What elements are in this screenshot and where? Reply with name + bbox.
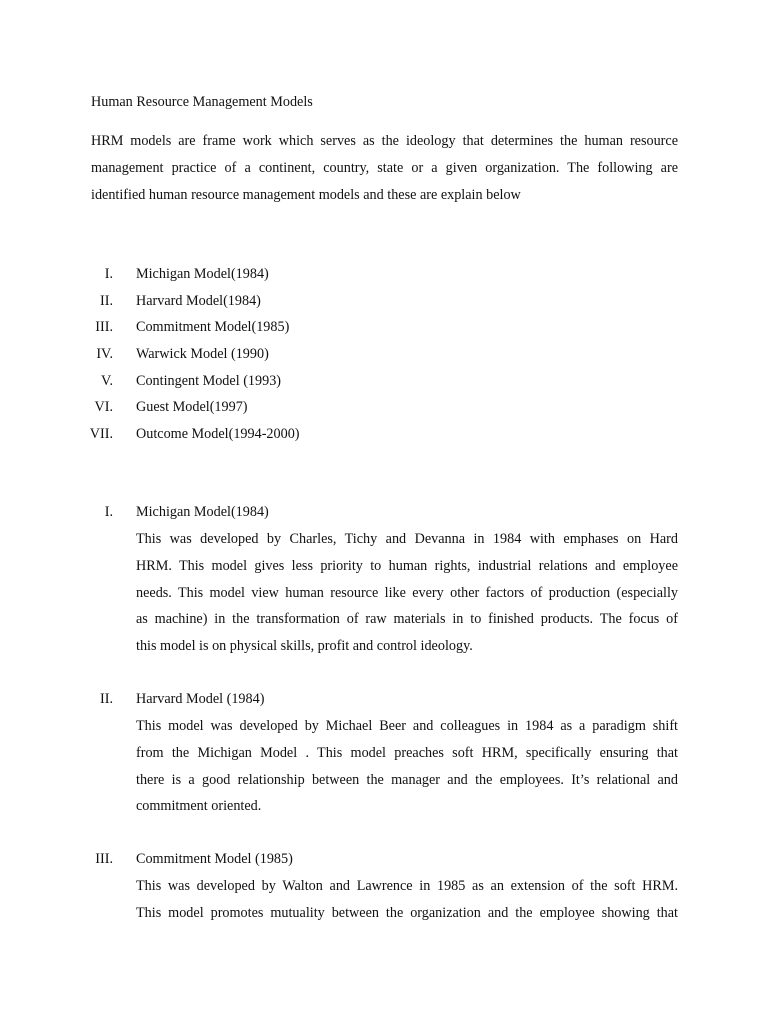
section-line: This was developed by Walton and Lawrence in 1985 as an extension of the soft HRM. [136,878,678,894]
list-numeral: II. [100,292,113,309]
list-item-text: Contingent Model (1993) [136,372,282,389]
section-line: as machine) in the transformation of raw materials in to finished products. The focus of [136,611,678,628]
list-item-text: Commitment Model(1985) [136,319,290,336]
list-item-text: Warwick Model (1990) [136,346,269,363]
section-line: from the Michigan Model . This model preaches soft HRM, specifically ensuring that [136,744,678,761]
section-heading: Michigan Model(1984) [136,504,269,520]
list-numeral: III. [95,319,113,336]
section-line: commitment oriented. [136,798,262,815]
section-heading: Commitment Model (1985) [136,851,293,867]
section-heading: Harvard Model (1984) [136,691,265,707]
list-item-text: Harvard Model(1984) [136,292,261,309]
list-item-text: Outcome Model(1994-2000) [136,426,300,443]
intro-line: management practice of a continent, country, state or a given organization. The following are [91,160,678,176]
intro-line: HRM models are frame work which serves as the ideology that determines the human resource [91,133,678,149]
intro-line: identified human resource management models and these are explain below [91,187,521,203]
document-title: Human Resource Management Models [91,94,313,110]
list-numeral: VI. [94,399,113,416]
list-item-text: Michigan Model(1984) [136,266,269,282]
section-line: This was developed by Charles, Tichy and Devanna in 1984 with emphases on Hard [136,531,678,547]
list-numeral: V. [101,372,113,389]
list-numeral: I. [104,266,113,282]
section-line: this model is on physical skills, profit and control ideology. [136,638,473,655]
section-numeral: II. [100,691,113,707]
intro-paragraph [91,128,678,209]
section-line: needs. This model view human resource like every other factors of production (especially [136,584,678,601]
section-body [136,873,678,927]
section-line: HRM. This model gives less priority to human rights, industrial relations and employee [136,557,678,574]
section-line: This model was developed by Michael Beer and colleagues in 1984 as a paradigm shift [136,718,678,734]
list-item-text: Guest Model(1997) [136,399,248,416]
section-body [136,713,678,820]
section-line: there is a good relationship between the manager and the employees. It’s relational and [136,771,678,788]
section-numeral: I. [104,504,113,520]
section-body [136,526,678,660]
section-line: This model promotes mutuality between the organization and the employee showing that [136,904,678,921]
list-numeral: VII. [89,426,113,443]
list-numeral: IV. [96,346,113,363]
section-numeral: III. [95,851,113,867]
